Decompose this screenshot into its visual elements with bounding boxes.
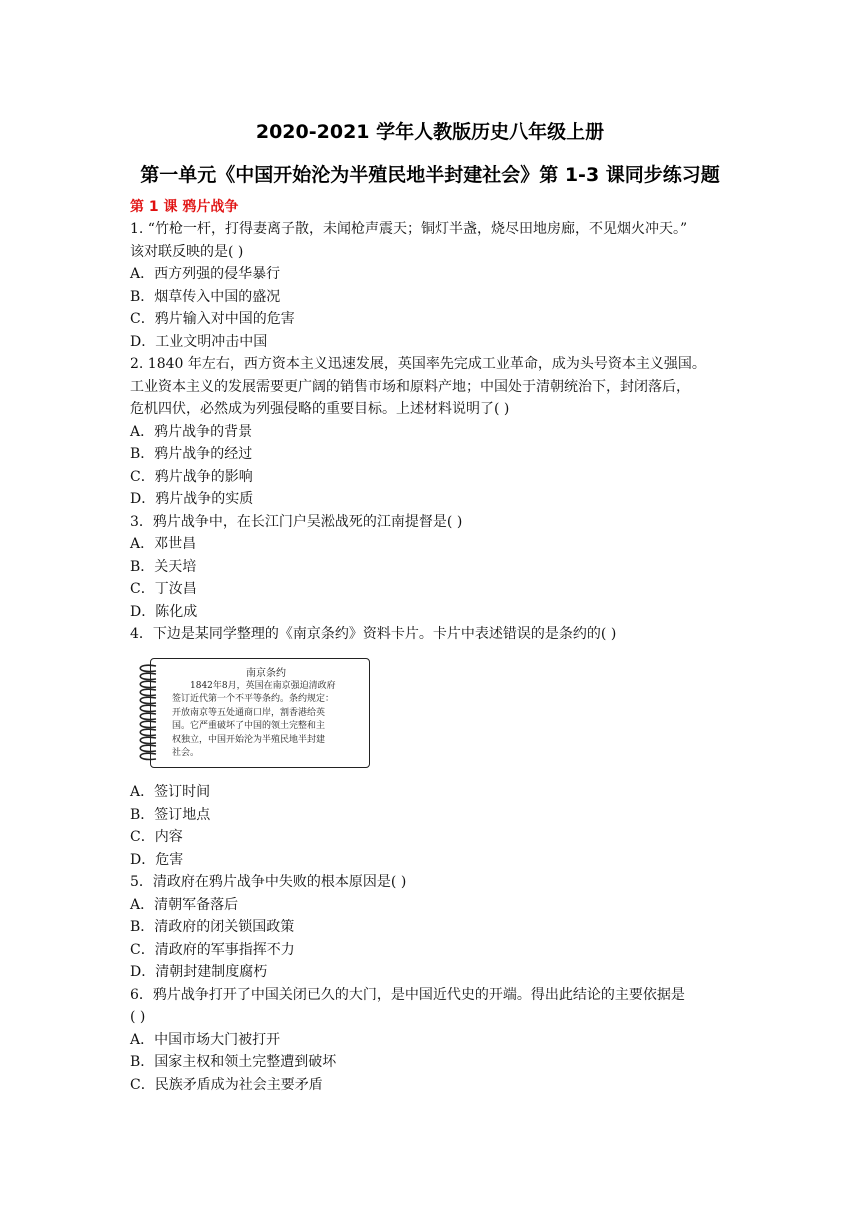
question-4-stem: 4．下边是某同学整理的《南京条约》资料卡片。卡片中表述错误的是条约的( ) xyxy=(130,626,617,642)
question-4-option-d: D．危害 xyxy=(130,852,184,868)
question-5-option-a: A．清朝军备落后 xyxy=(130,897,239,913)
question-1-option-a: A．西方列强的侵华暴行 xyxy=(130,266,281,282)
question-3-option-c: C．丁汝昌 xyxy=(130,581,197,597)
question-1-option-c: C．鸦片输入对中国的危害 xyxy=(130,311,295,327)
question-5-stem: 5．清政府在鸦片战争中失败的根本原因是( ) xyxy=(130,874,407,890)
question-5-option-b: B．清政府的闭关锁国政策 xyxy=(130,919,295,935)
question-3-option-a: A．邓世昌 xyxy=(130,536,197,552)
question-2-stem-cont-2: 危机四伏，必然成为列强侵略的重要目标。上述材料说明了( ) xyxy=(130,401,510,417)
question-4-option-a: A．签订时间 xyxy=(130,784,211,800)
treaty-info-card xyxy=(132,656,370,770)
question-6-option-a: A．中国市场大门被打开 xyxy=(130,1032,281,1048)
lesson-heading: 第 1 课 鸦片战争 xyxy=(130,199,239,215)
question-2-option-c: C．鸦片战争的影响 xyxy=(130,469,253,485)
card-title: 南京条约 xyxy=(246,668,286,679)
question-6-option-b: B．国家主权和领土完整遭到破坏 xyxy=(130,1054,337,1070)
question-1-stem-cont: 该对联反映的是( ) xyxy=(130,244,244,260)
document-subtitle: 第一单元《中国开始沦为半殖民地半封建社会》第 1-3 课同步练习题 xyxy=(140,164,720,186)
question-3-option-d: D．陈化成 xyxy=(130,604,198,620)
question-6-stem: 6．鸦片战争打开了中国关闭已久的大门，是中国近代史的开端。得出此结论的主要依据是 xyxy=(130,987,685,1003)
question-1-option-b: B．烟草传入中国的盛况 xyxy=(130,289,281,305)
question-4-option-b: B．签订地点 xyxy=(130,807,211,823)
card-text: 1842年8月，英国在南京强迫清政府 签订近代第一个不平等条约。条约规定： 开放南京等五处通商口岸，割香港给英 国。它严重破坏了中国的领土完整和主 权独立，中国开始沦为半殖民地半封建 社会。 xyxy=(172,681,336,759)
question-2-stem-cont: 工业资本主义的发展需要更广阔的销售市场和原料产地；中国处于清朝统治下，封闭落后， xyxy=(130,379,690,395)
question-6-option-c: C．民族矛盾成为社会主要矛盾 xyxy=(130,1077,323,1093)
question-2-option-d: D．鸦片战争的实质 xyxy=(130,491,254,507)
question-2-option-b: B．鸦片战争的经过 xyxy=(130,446,253,462)
question-5-option-c: C．清政府的军事指挥不力 xyxy=(130,942,295,958)
question-3-option-b: B．关天培 xyxy=(130,559,197,575)
question-2-stem: 2. 1840 年左右，西方资本主义迅速发展，英国率先完成工业革命，成为头号资本主义强国。 xyxy=(130,356,706,372)
question-6-stem-cont: ( ) xyxy=(130,1009,146,1025)
question-2-option-a: A．鸦片战争的背景 xyxy=(130,424,253,440)
document-title: 2020-2021 学年人教版历史八年级上册 xyxy=(255,121,605,143)
spiral-binding-icon xyxy=(132,660,166,766)
question-1-stem: 1. “竹枪一杆，打得妻离子散，未闻枪声震天；铜灯半盏，烧尽田地房廊，不见烟火冲天。” xyxy=(130,221,688,237)
question-1-option-d: D．工业文明冲击中国 xyxy=(130,334,268,350)
question-4-option-c: C．内容 xyxy=(130,829,183,845)
question-3-stem: 3．鸦片战争中，在长江门户吴淞战死的江南提督是( ) xyxy=(130,514,463,530)
question-5-option-d: D．清朝封建制度腐朽 xyxy=(130,964,268,980)
